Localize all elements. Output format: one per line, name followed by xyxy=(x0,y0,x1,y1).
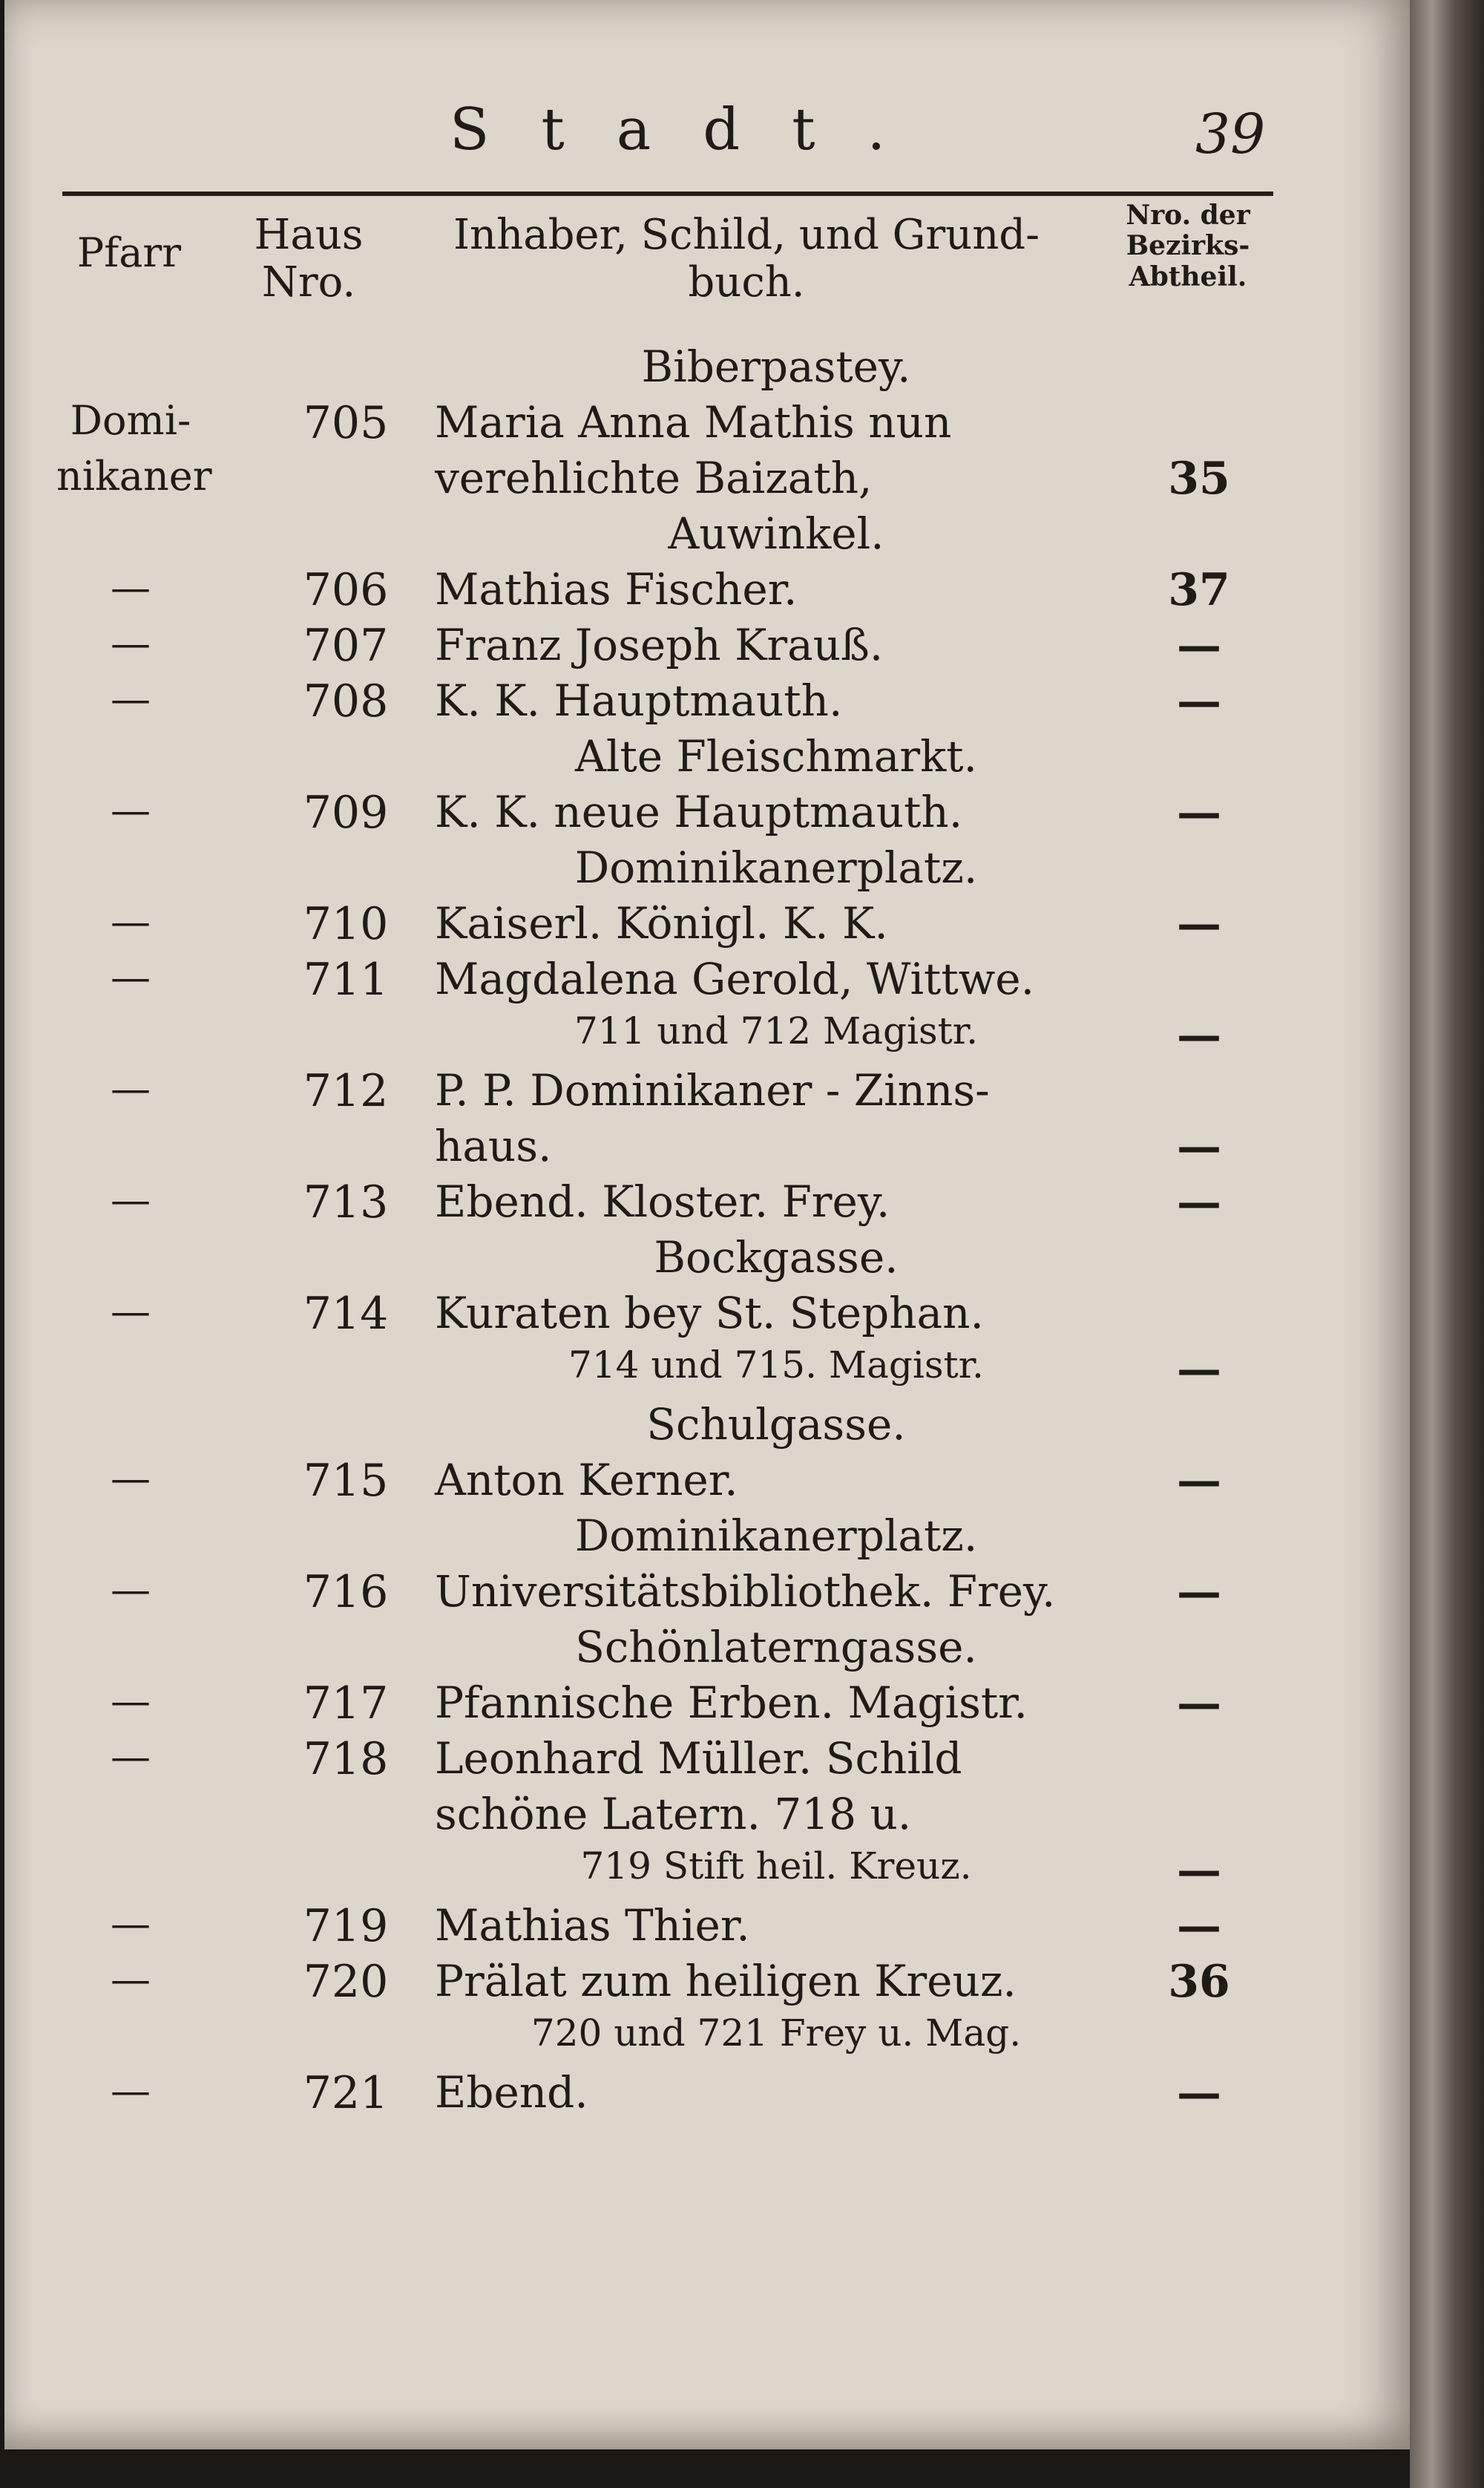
owner-text: Mathias Fischer. xyxy=(435,564,798,615)
owner-text: haus. xyxy=(435,1121,552,1171)
owner-text: Leonhard Müller. Schild xyxy=(435,1733,962,1784)
street-name: Alte Fleischmarkt. xyxy=(575,731,977,782)
column-header-haus-nro: Haus Nro. xyxy=(254,211,364,307)
pfarr-cell: — xyxy=(111,1566,151,1613)
street-name: Schulgasse. xyxy=(646,1399,906,1450)
pfarr-cell: — xyxy=(111,675,151,722)
owner-text: K. K. neue Hauptmauth. xyxy=(435,787,963,837)
grundbuch-note: 719 Stift heil. Kreuz. xyxy=(580,1844,972,1888)
book-fore-edge xyxy=(1410,0,1484,2488)
grundbuch-note: 714 und 715. Magistr. xyxy=(568,1343,984,1387)
pfarr-cell: — xyxy=(111,898,151,945)
bezirk-number: 35 xyxy=(1168,453,1230,505)
pfarr-cell: — xyxy=(111,1288,151,1335)
street-name: Auwinkel. xyxy=(668,508,884,559)
column-header-inhaber: Inhaber, Schild, und Grund-buch. xyxy=(453,211,1040,307)
owner-text: Ebend. Kloster. Frey. xyxy=(435,1176,890,1227)
bezirk-number: — xyxy=(1177,1900,1221,1952)
column-header-bezirk: Nro. der Bezirks-Abtheil. xyxy=(1126,200,1250,292)
owner-text: Mathias Thier. xyxy=(435,1900,750,1951)
pfarr-cell: — xyxy=(111,1677,151,1724)
column-header-pfarr: Pfarr xyxy=(76,229,182,276)
pfarr-cell: — xyxy=(111,954,151,1001)
owner-text: Universitätsbibliothek. Frey. xyxy=(435,1566,1056,1617)
house-number: 711 xyxy=(303,954,389,1006)
street-name: Dominikanerplatz. xyxy=(574,1510,978,1561)
pfarr-cell: — xyxy=(111,787,151,834)
pfarr-cell: — xyxy=(111,1956,151,2003)
bezirk-number: — xyxy=(1177,675,1221,727)
bezirk-number: — xyxy=(1177,1844,1221,1896)
house-number: 705 xyxy=(303,397,389,449)
house-number: 707 xyxy=(303,620,389,672)
bezirk-number: 37 xyxy=(1168,564,1230,616)
grundbuch-note: 711 und 712 Magistr. xyxy=(574,1009,979,1053)
pfarr-cell: — xyxy=(111,1176,151,1223)
bezirk-number: — xyxy=(1177,1343,1221,1395)
owner-text: verehlichte Baizath, xyxy=(435,453,873,503)
page-number: 39 xyxy=(1195,102,1266,166)
house-number: 720 xyxy=(303,1956,389,2008)
house-number: 713 xyxy=(303,1176,389,1228)
owner-text: K. K. Hauptmauth. xyxy=(435,675,843,726)
house-number: 721 xyxy=(303,2067,389,2119)
pfarr-cell: — xyxy=(111,564,151,611)
house-number: 716 xyxy=(303,1566,389,1618)
owner-text: schöne Latern. 718 u. xyxy=(435,1789,912,1839)
pfarr-cell: — xyxy=(111,2067,151,2114)
house-number: 710 xyxy=(303,898,389,950)
owner-text: Magdalena Gerold, Wittwe. xyxy=(435,954,1035,1004)
owner-text: Pfannische Erben. Magistr. xyxy=(435,1677,1028,1728)
house-number: 719 xyxy=(303,1900,389,1952)
owner-text: Prälat zum heiligen Kreuz. xyxy=(435,1956,1017,2006)
pfarr-cell: — xyxy=(111,1455,151,1502)
owner-text: Anton Kerner. xyxy=(435,1455,738,1505)
pfarr-cell: — xyxy=(111,1733,151,1780)
street-name: Schönlaterngasse. xyxy=(575,1622,977,1672)
bezirk-number: — xyxy=(1177,1455,1221,1507)
house-number: 709 xyxy=(303,787,389,839)
house-number: 706 xyxy=(303,564,389,616)
house-number: 717 xyxy=(303,1677,389,1729)
bezirk-number: 36 xyxy=(1168,1956,1230,2008)
owner-text: Franz Joseph Krauß. xyxy=(435,620,884,670)
running-head: Stadt. xyxy=(450,96,938,163)
bezirk-number: — xyxy=(1177,1677,1221,1729)
house-number: 715 xyxy=(303,1455,389,1507)
owner-text: P. P. Dominikaner - Zinns- xyxy=(435,1065,990,1116)
bezirk-number: — xyxy=(1177,787,1221,839)
owner-text: Kaiserl. Königl. K. K. xyxy=(435,898,888,949)
grundbuch-note: 720 und 721 Frey u. Mag. xyxy=(531,2011,1022,2055)
bezirk-number: — xyxy=(1177,1121,1221,1173)
bezirk-number: — xyxy=(1177,1176,1221,1228)
owner-text: Ebend. xyxy=(435,2067,588,2118)
book-page xyxy=(4,0,1414,2449)
street-name: Dominikanerplatz. xyxy=(574,842,978,893)
house-number: 714 xyxy=(303,1288,389,1340)
pfarr-cell: — xyxy=(111,1900,151,1947)
bezirk-number: — xyxy=(1177,1009,1221,1061)
owner-text: Kuraten bey St. Stephan. xyxy=(435,1288,984,1338)
bezirk-number: — xyxy=(1177,2067,1221,2119)
street-name: Biberpastey. xyxy=(641,341,911,392)
pfarr-cell: — xyxy=(111,1065,151,1112)
house-number: 718 xyxy=(303,1733,389,1785)
bezirk-number: — xyxy=(1177,1566,1221,1618)
house-number: 708 xyxy=(303,675,389,727)
header-rule xyxy=(62,191,1273,196)
pfarr-cell: Domi- xyxy=(70,397,191,444)
bezirk-number: — xyxy=(1177,620,1221,672)
owner-text: Maria Anna Mathis nun xyxy=(435,397,952,448)
street-name: Bockgasse. xyxy=(654,1232,899,1283)
pfarr-cell: nikaner xyxy=(56,453,212,500)
bezirk-number: — xyxy=(1177,898,1221,950)
house-number: 712 xyxy=(303,1065,389,1117)
pfarr-cell: — xyxy=(111,620,151,667)
